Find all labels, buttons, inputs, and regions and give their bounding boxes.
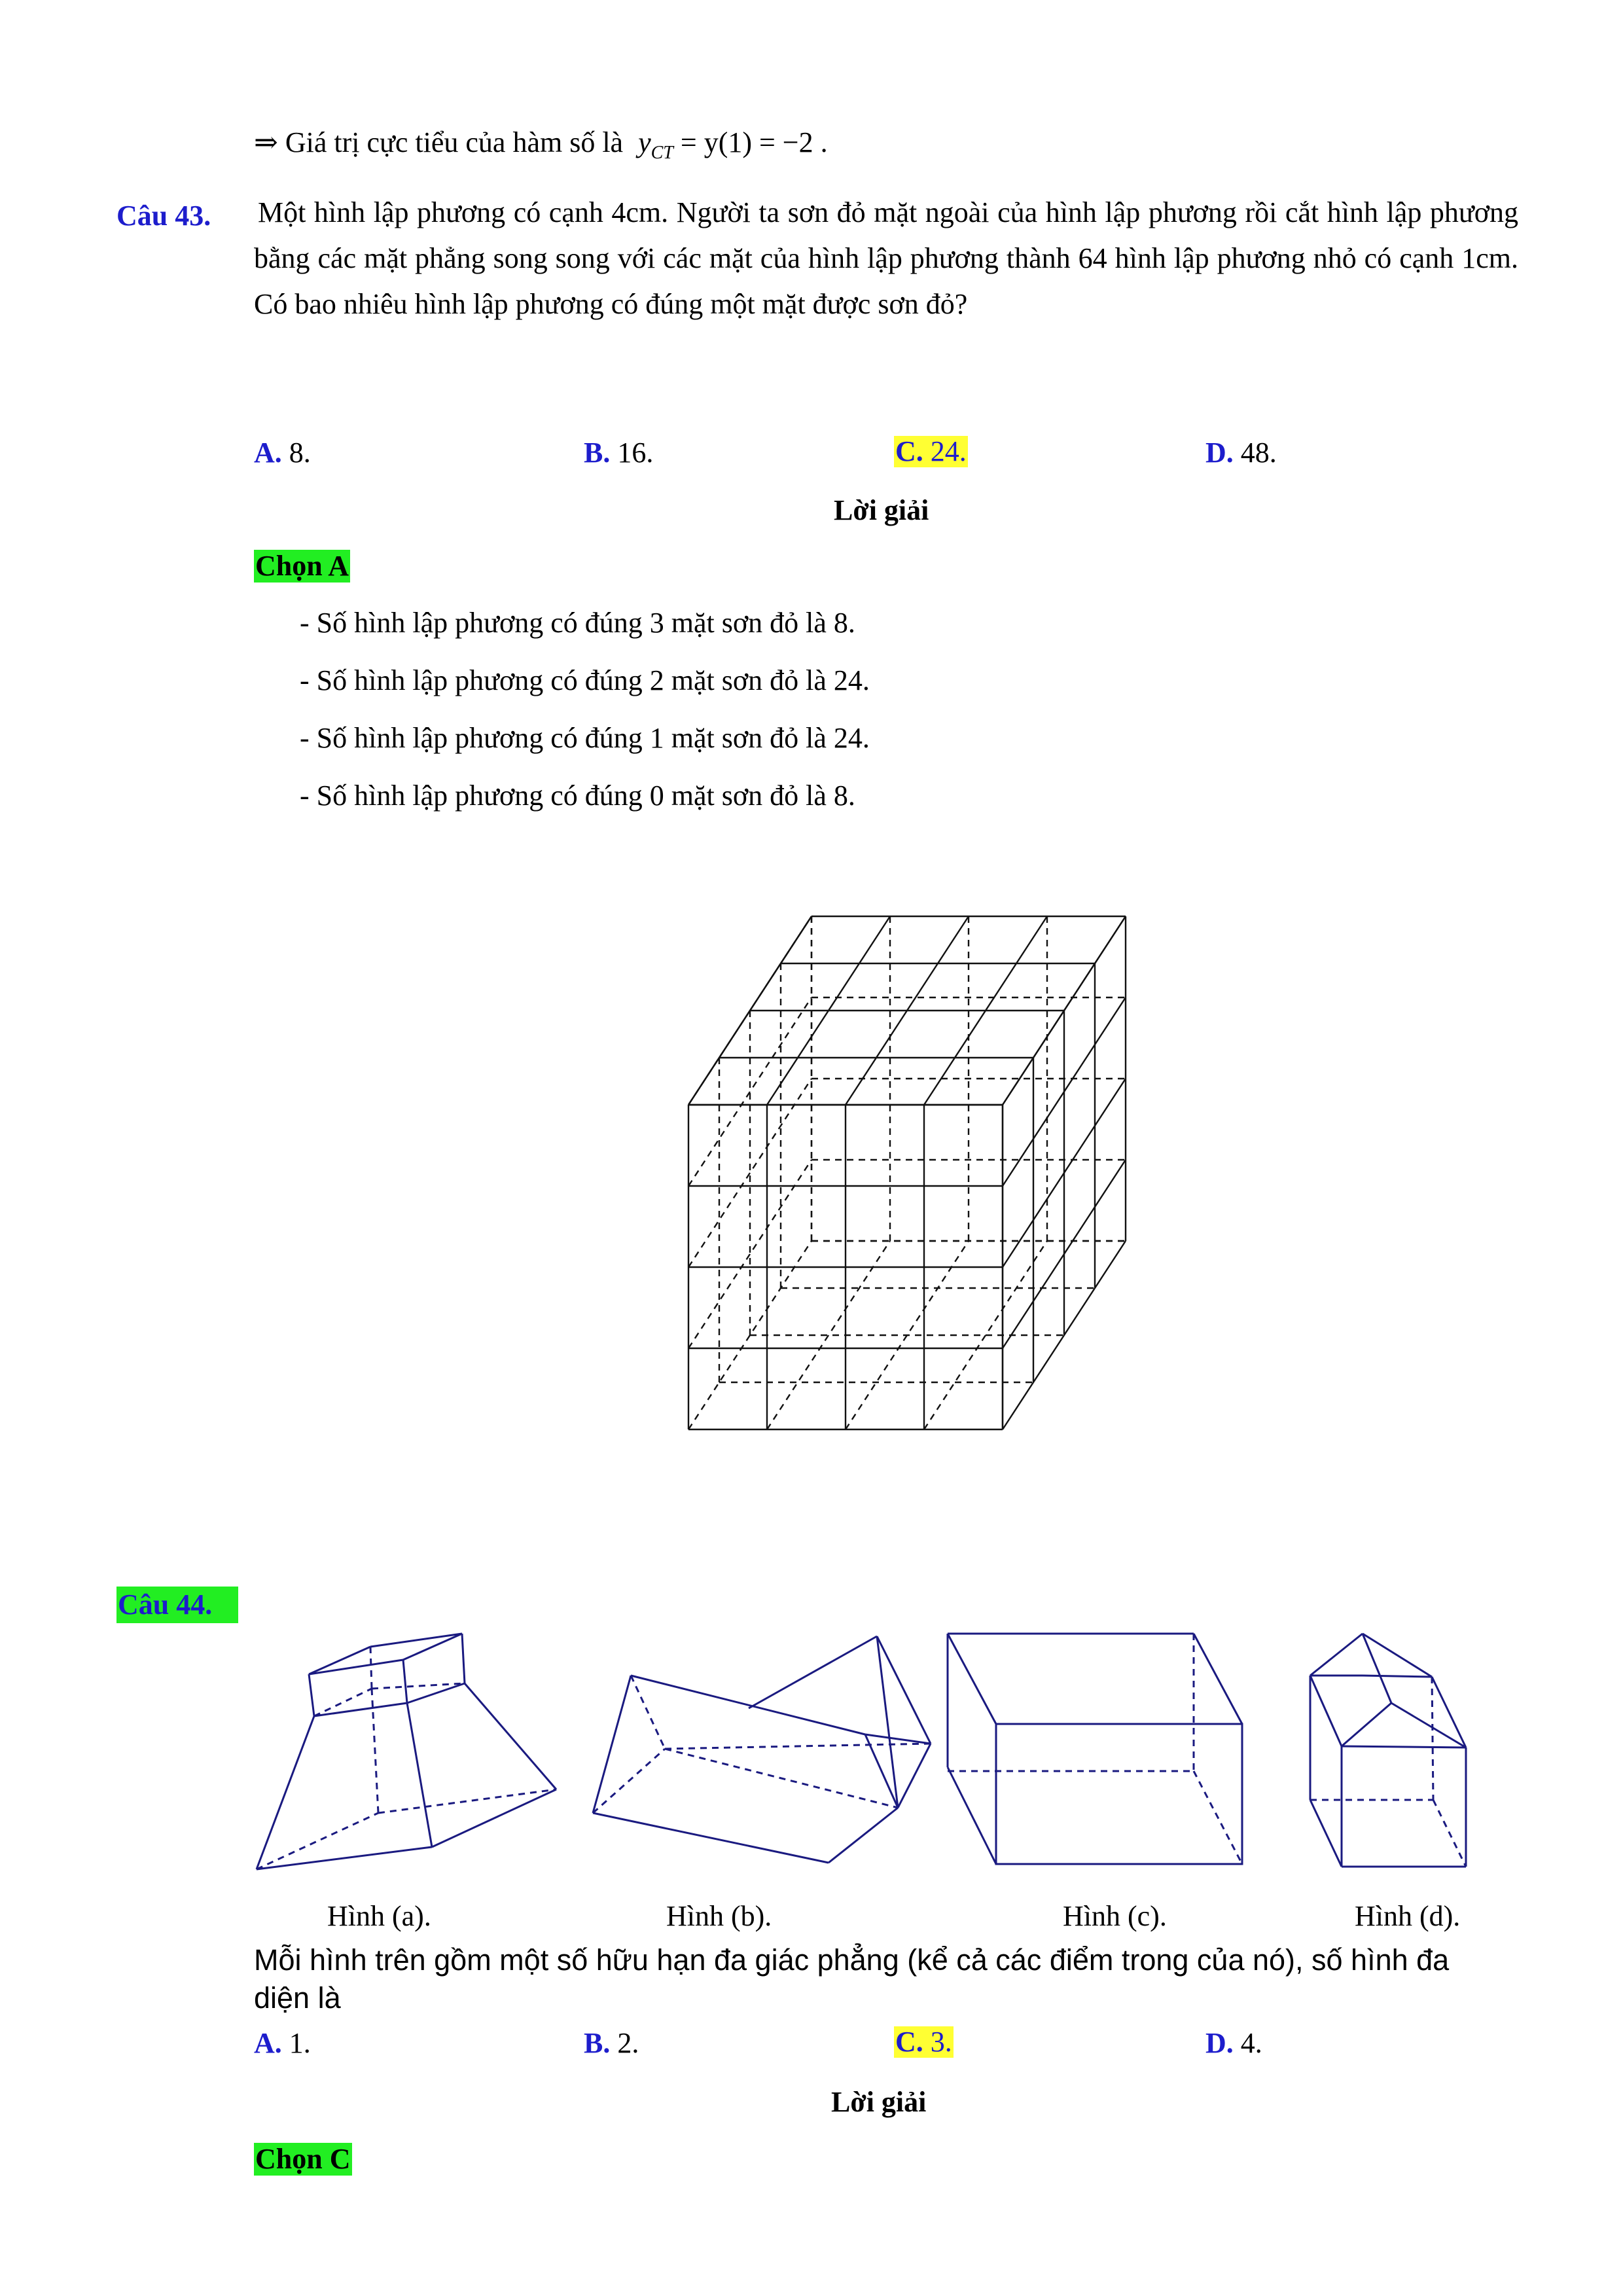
q44-option-c[interactable]	[894, 2026, 954, 2058]
cube-edge	[1003, 916, 1126, 1105]
q43-step-3: - Số hình lập phương có đúng 1 mặt sơn đỏ là 24.	[300, 722, 870, 754]
option-letter: C.	[895, 2026, 923, 2058]
caption-b: Hình (b).	[666, 1900, 772, 1932]
formula-sub: CT	[651, 143, 673, 163]
option-value: 4.	[1240, 2027, 1262, 2059]
option-letter: B.	[584, 437, 611, 469]
option-value: 8.	[289, 437, 311, 469]
q44-solution-title: Lời giải	[831, 2086, 927, 2118]
q43-step-4: - Số hình lập phương có đúng 0 mặt sơn đỏ là 8.	[300, 780, 855, 812]
cube-edge	[1003, 1160, 1126, 1348]
q44-label: Câu 44.	[116, 1587, 238, 1623]
cube-hidden-edge	[688, 997, 812, 1186]
option-value: 48.	[1240, 437, 1277, 469]
formula-y: y	[638, 126, 651, 158]
cube-hidden-edge	[767, 1241, 890, 1429]
cube-hidden-edge	[688, 1160, 812, 1348]
caption-a: Hình (a).	[327, 1900, 431, 1932]
q43-option-b[interactable]	[584, 439, 653, 467]
q43-option-c[interactable]	[894, 436, 968, 467]
intro-line	[254, 126, 828, 163]
cube-hidden-edge	[846, 1241, 969, 1429]
q43-choice: Chọn A	[255, 550, 349, 582]
option-letter: B.	[584, 2027, 611, 2059]
cube-edge	[1003, 1079, 1126, 1267]
option-letter: C.	[895, 435, 923, 467]
q43-text: Một hình lập phương có cạnh 4cm. Người ta sơn đỏ mặt ngoài của hình lập phương rồi cắt hình lập phương bằng các mặt phẳng song song với các mặt của hình lập phương thành 64 hình lập phương nhỏ có cạnh 1cm. Có bao nhiêu hình lập phương có đúng một mặt được sơn đỏ?	[254, 196, 1518, 320]
cube-edge	[688, 916, 812, 1105]
cube-hidden-edge	[688, 1241, 812, 1429]
q44-choice: Chọn C	[255, 2143, 351, 2175]
cube-hidden-edge	[688, 916, 812, 1105]
q44-option-a[interactable]	[254, 2029, 311, 2058]
q43-option-a[interactable]	[254, 439, 311, 467]
caption-d: Hình (d).	[1355, 1900, 1461, 1932]
cube-edge	[1003, 1241, 1126, 1429]
option-value: 16.	[617, 437, 654, 469]
intro-text: Giá trị cực tiểu của hàm số là	[285, 126, 624, 158]
formula-rest: = y(1) = −2 .	[680, 126, 828, 158]
q44-option-d[interactable]	[1205, 2029, 1262, 2058]
cube-edge	[1003, 916, 1126, 1105]
option-value: 1.	[289, 2027, 311, 2059]
cube-edge	[924, 916, 1047, 1105]
cube-hidden-edge	[688, 1079, 812, 1267]
implies-arrow-icon: ⇒	[254, 126, 278, 158]
q43-option-d[interactable]	[1205, 439, 1277, 467]
option-letter: A.	[254, 437, 282, 469]
q43-step-1: - Số hình lập phương có đúng 3 mặt sơn đỏ là 8.	[300, 607, 855, 639]
q43-step-2: - Số hình lập phương có đúng 2 mặt sơn đỏ là 24.	[300, 664, 870, 696]
q44-option-b[interactable]	[584, 2029, 639, 2058]
option-letter: D.	[1205, 2027, 1234, 2059]
intro-formula	[638, 126, 828, 163]
q43-label: Câu 43.	[116, 200, 211, 232]
cube-edge	[688, 916, 812, 1105]
option-value: 24.	[930, 435, 967, 467]
option-value: 2.	[617, 2027, 639, 2059]
cube-hidden-edge	[924, 1241, 1047, 1429]
q43-solution-title: Lời giải	[834, 494, 929, 526]
cube-edge	[846, 916, 969, 1105]
cube-edge	[767, 916, 890, 1105]
option-letter: D.	[1205, 437, 1234, 469]
option-value: 3.	[930, 2026, 952, 2058]
cube-edge	[1003, 997, 1126, 1186]
q44-text: Mỗi hình trên gồm một số hữu hạn đa giác phẳng (kể cả các điểm trong của nó), số hình đa diện là	[254, 1943, 1450, 2015]
option-letter: A.	[254, 2027, 282, 2059]
caption-c: Hình (c).	[1063, 1900, 1167, 1932]
